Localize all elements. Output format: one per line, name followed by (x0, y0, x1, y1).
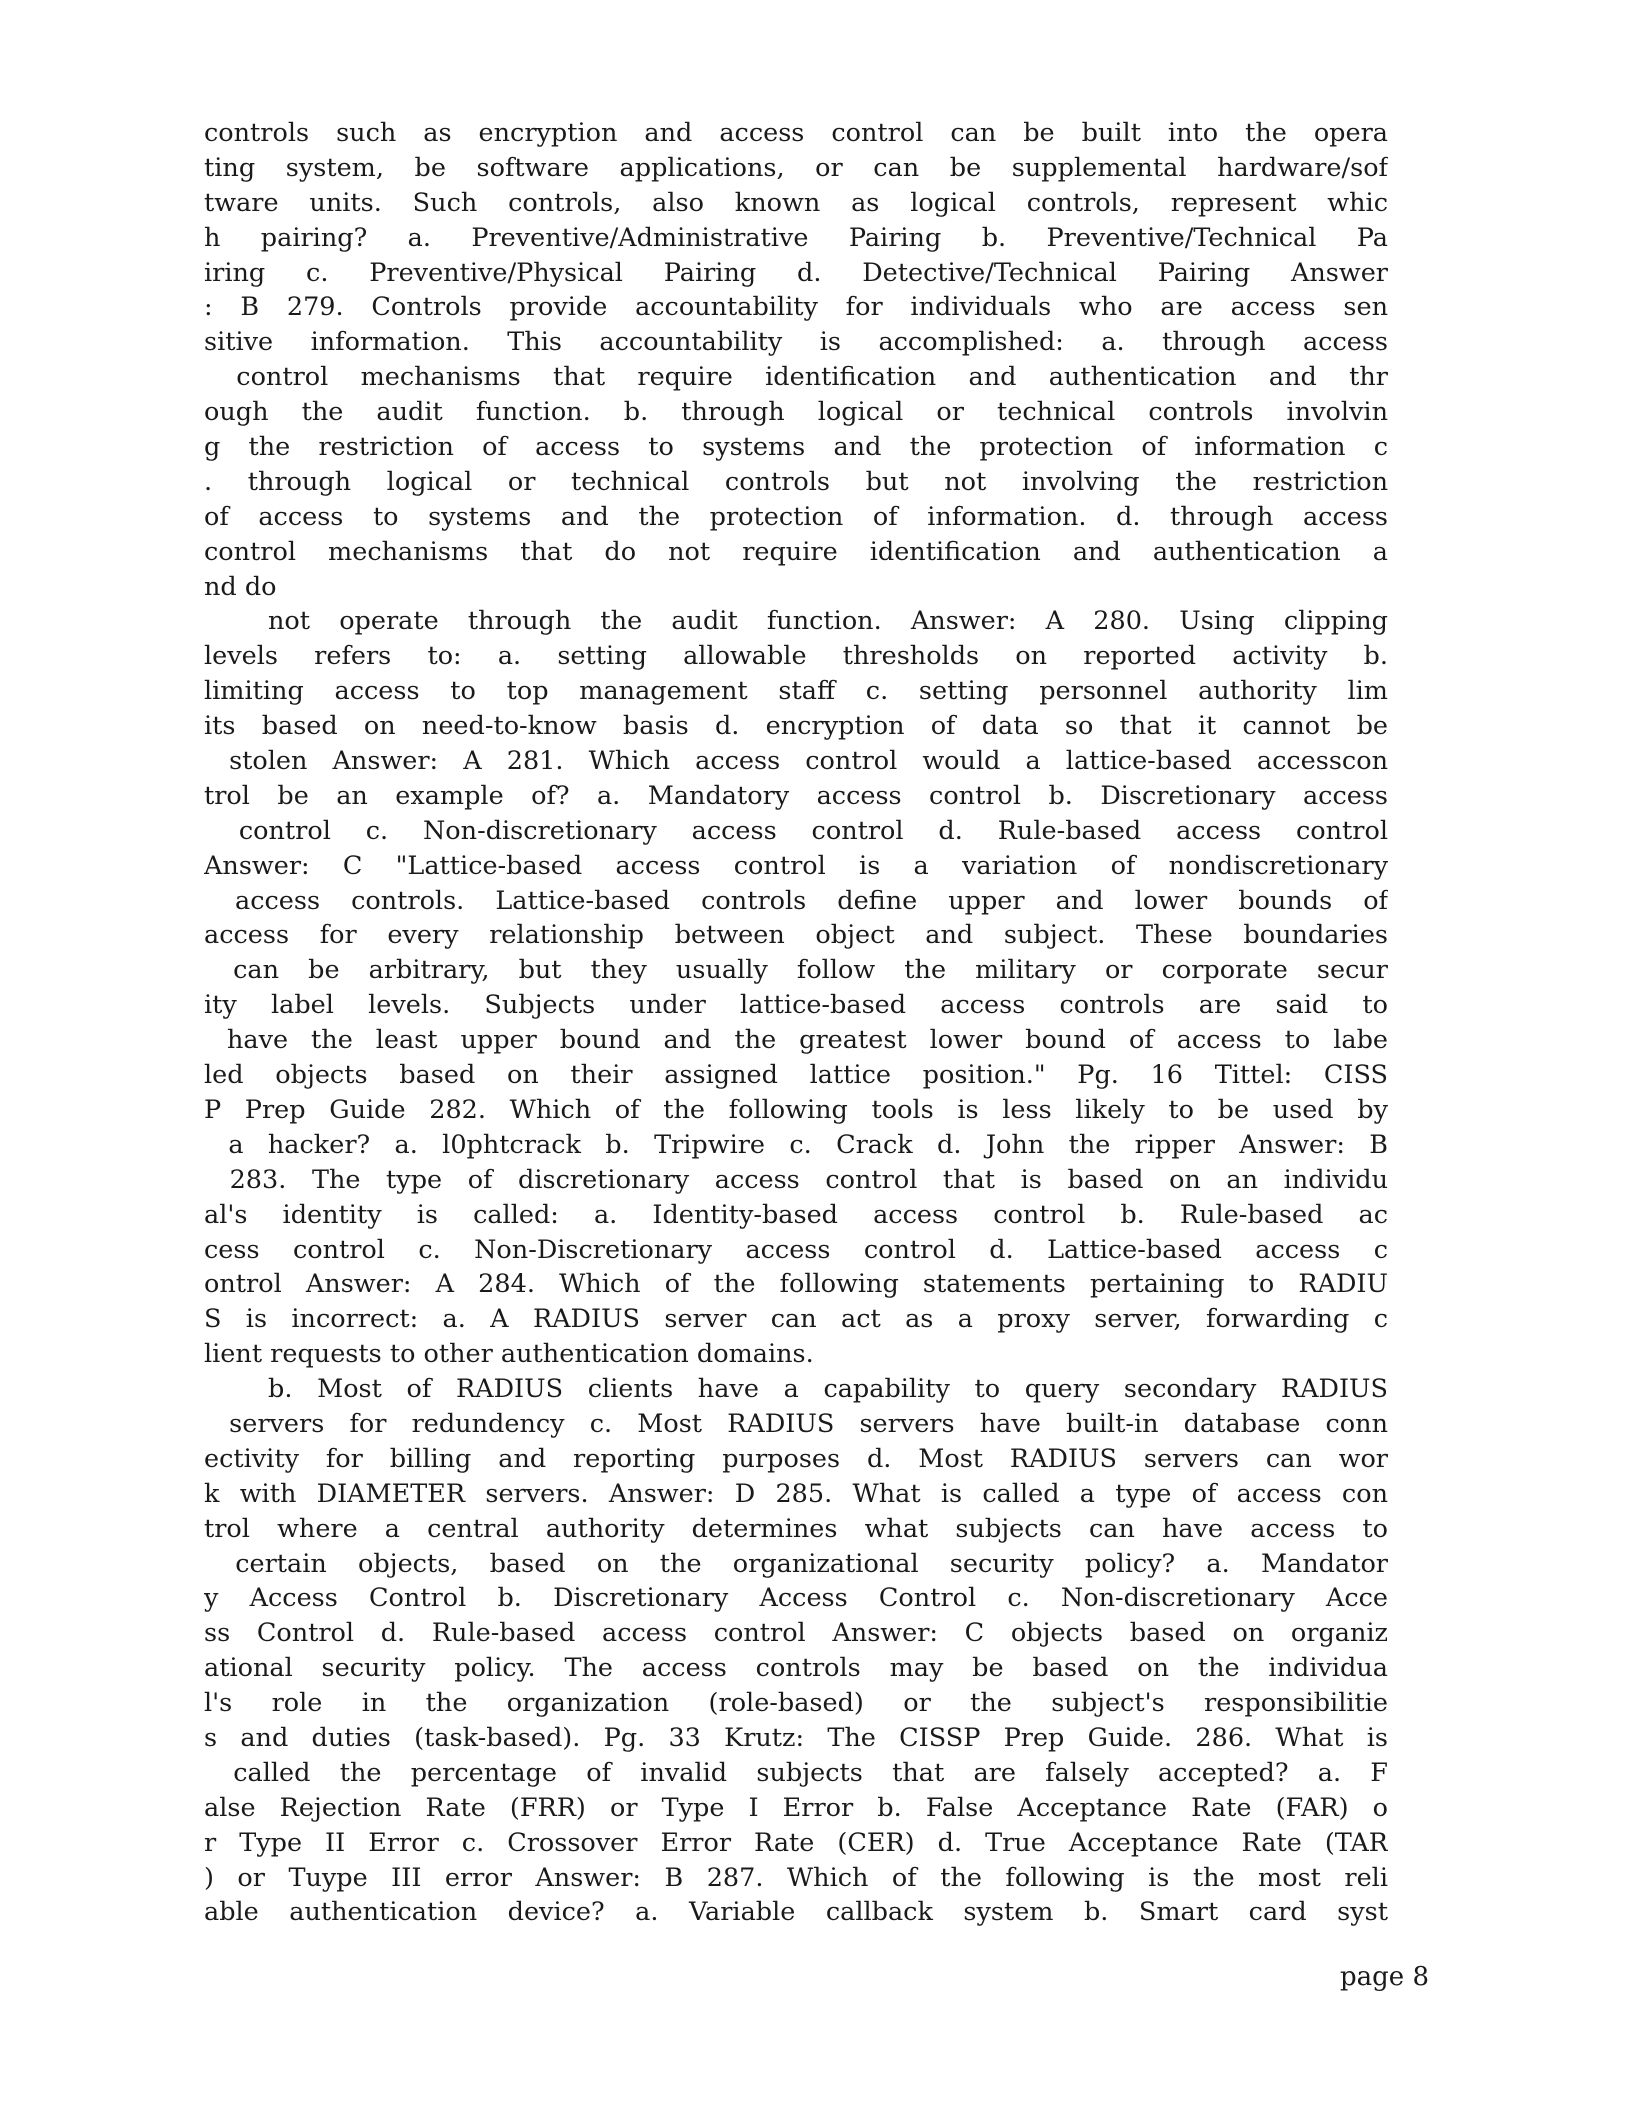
text-line: called the percentage of invalid subjects that are falsely accepted? a. F (204, 1757, 1388, 1788)
page-number: page 8 (1340, 1962, 1429, 1992)
text-line: g the restriction of access to systems and the protection of information c (204, 432, 1388, 463)
text-line: S is incorrect: a. A RADIUS server can act as a proxy server, forwarding c (204, 1304, 1388, 1335)
text-line: can be arbitrary, but they usually follow the military or corporate secur (204, 955, 1388, 986)
text-line: levels refers to: a. setting allowable thresholds on reported activity b. (204, 641, 1388, 672)
text-line: 283. The type of discretionary access control that is based on an individu (204, 1164, 1388, 1195)
text-line: s and duties (task-based). Pg. 33 Krutz: The CISSP Prep Guide. 286. What is (204, 1722, 1388, 1753)
text-line: h pairing? a. Preventive/Administrative Pairing b. Preventive/Technical Pa (204, 222, 1388, 253)
text-line: ) or Tuype III error Answer: B 287. Which of the following is the most reli (204, 1862, 1388, 1893)
text-line: b. Most of RADIUS clients have a capability to query secondary RADIUS (268, 1374, 1388, 1405)
text-line: tware units. Such controls, also known as logical controls, represent whic (204, 187, 1388, 218)
text-line: iring c. Preventive/Physical Pairing d. Detective/Technical Pairing Answer (204, 257, 1388, 288)
text-line: not operate through the audit function. Answer: A 280. Using clipping (268, 606, 1388, 637)
text-line: led objects based on their assigned lattice position." Pg. 16 Tittel: CISS (204, 1060, 1388, 1091)
text-line: servers for redundency c. Most RADIUS servers have built-in database conn (204, 1408, 1388, 1439)
text-line: ity label levels. Subjects under lattice-based access controls are said to (204, 990, 1388, 1021)
text-line: ectivity for billing and reporting purposes d. Most RADIUS servers can wor (204, 1443, 1388, 1474)
text-line: k with DIAMETER servers. Answer: D 285. What is called a type of access con (204, 1478, 1388, 1509)
text-line: . through logical or technical controls but not involving the restriction (204, 466, 1388, 497)
text-line: ontrol Answer: A 284. Which of the following statements pertaining to RADIU (204, 1269, 1388, 1300)
text-line: control mechanisms that do not require identification and authentication a (204, 536, 1388, 567)
text-line: trol where a central authority determines what subjects can have access to (204, 1513, 1388, 1544)
text-line: trol be an example of? a. Mandatory access control b. Discretionary access (204, 780, 1388, 811)
text-line: certain objects, based on the organizational security policy? a. Mandator (204, 1548, 1388, 1579)
text-line: of access to systems and the protection of information. d. through access (204, 501, 1388, 532)
text-line: able authentication device? a. Variable callback system b. Smart card syst (204, 1897, 1388, 1928)
text-line: cess control c. Non-Discretionary access control d. Lattice-based access c (204, 1234, 1388, 1265)
text-line: its based on need-to-know basis d. encryption of data so that it cannot be (204, 711, 1388, 742)
text-line: control c. Non-discretionary access control d. Rule-based access control (204, 815, 1388, 846)
text-line: l's role in the organization (role-based) or the subject's responsibilitie (204, 1688, 1388, 1719)
text-line: stolen Answer: A 281. Which access control would a lattice-based accesscon (204, 746, 1388, 777)
text-line: ough the audit function. b. through logical or technical controls involvin (204, 397, 1388, 428)
text-line: ss Control d. Rule-based access control Answer: C objects based on organiz (204, 1618, 1388, 1649)
text-line: P Prep Guide 282. Which of the following tools is less likely to be used by (204, 1094, 1388, 1125)
text-line: alse Rejection Rate (FRR) or Type I Error b. False Acceptance Rate (FAR) o (204, 1792, 1388, 1823)
text-line: access for every relationship between object and subject. These boundaries (204, 920, 1388, 951)
text-line: sitive information. This accountability is accomplished: a. through access (204, 327, 1388, 358)
text-line: control mechanisms that require identification and authentication and thr (204, 362, 1388, 393)
text-line: r Type II Error c. Crossover Error Rate (CER) d. True Acceptance Rate (TAR (204, 1827, 1388, 1858)
text-line: ational security policy. The access controls may be based on the individua (204, 1653, 1388, 1684)
text-line: access controls. Lattice-based controls define upper and lower bounds of (204, 885, 1388, 916)
text-line: limiting access to top management staff c. setting personnel authority lim (204, 676, 1388, 707)
text-line: lient requests to other authentication domains. (204, 1339, 814, 1370)
text-line: nd do (204, 571, 277, 602)
text-line: have the least upper bound and the greatest lower bound of access to labe (204, 1025, 1388, 1056)
text-line: ting system, be software applications, or can be supplemental hardware/sof (204, 152, 1388, 183)
text-line: y Access Control b. Discretionary Access Control c. Non-discretionary Acce (204, 1583, 1388, 1614)
text-line: Answer: C "Lattice-based access control is a variation of nondiscretionary (204, 850, 1388, 881)
text-line: al's identity is called: a. Identity-based access control b. Rule-based ac (204, 1199, 1388, 1230)
text-line: a hacker? a. l0phtcrack b. Tripwire c. Crack d. John the ripper Answer: B (204, 1129, 1388, 1160)
text-line: controls such as encryption and access control can be built into the opera (204, 118, 1388, 148)
body-text (204, 116, 1388, 1930)
text-line: : B 279. Controls provide accountability for individuals who are access sen (204, 292, 1388, 323)
